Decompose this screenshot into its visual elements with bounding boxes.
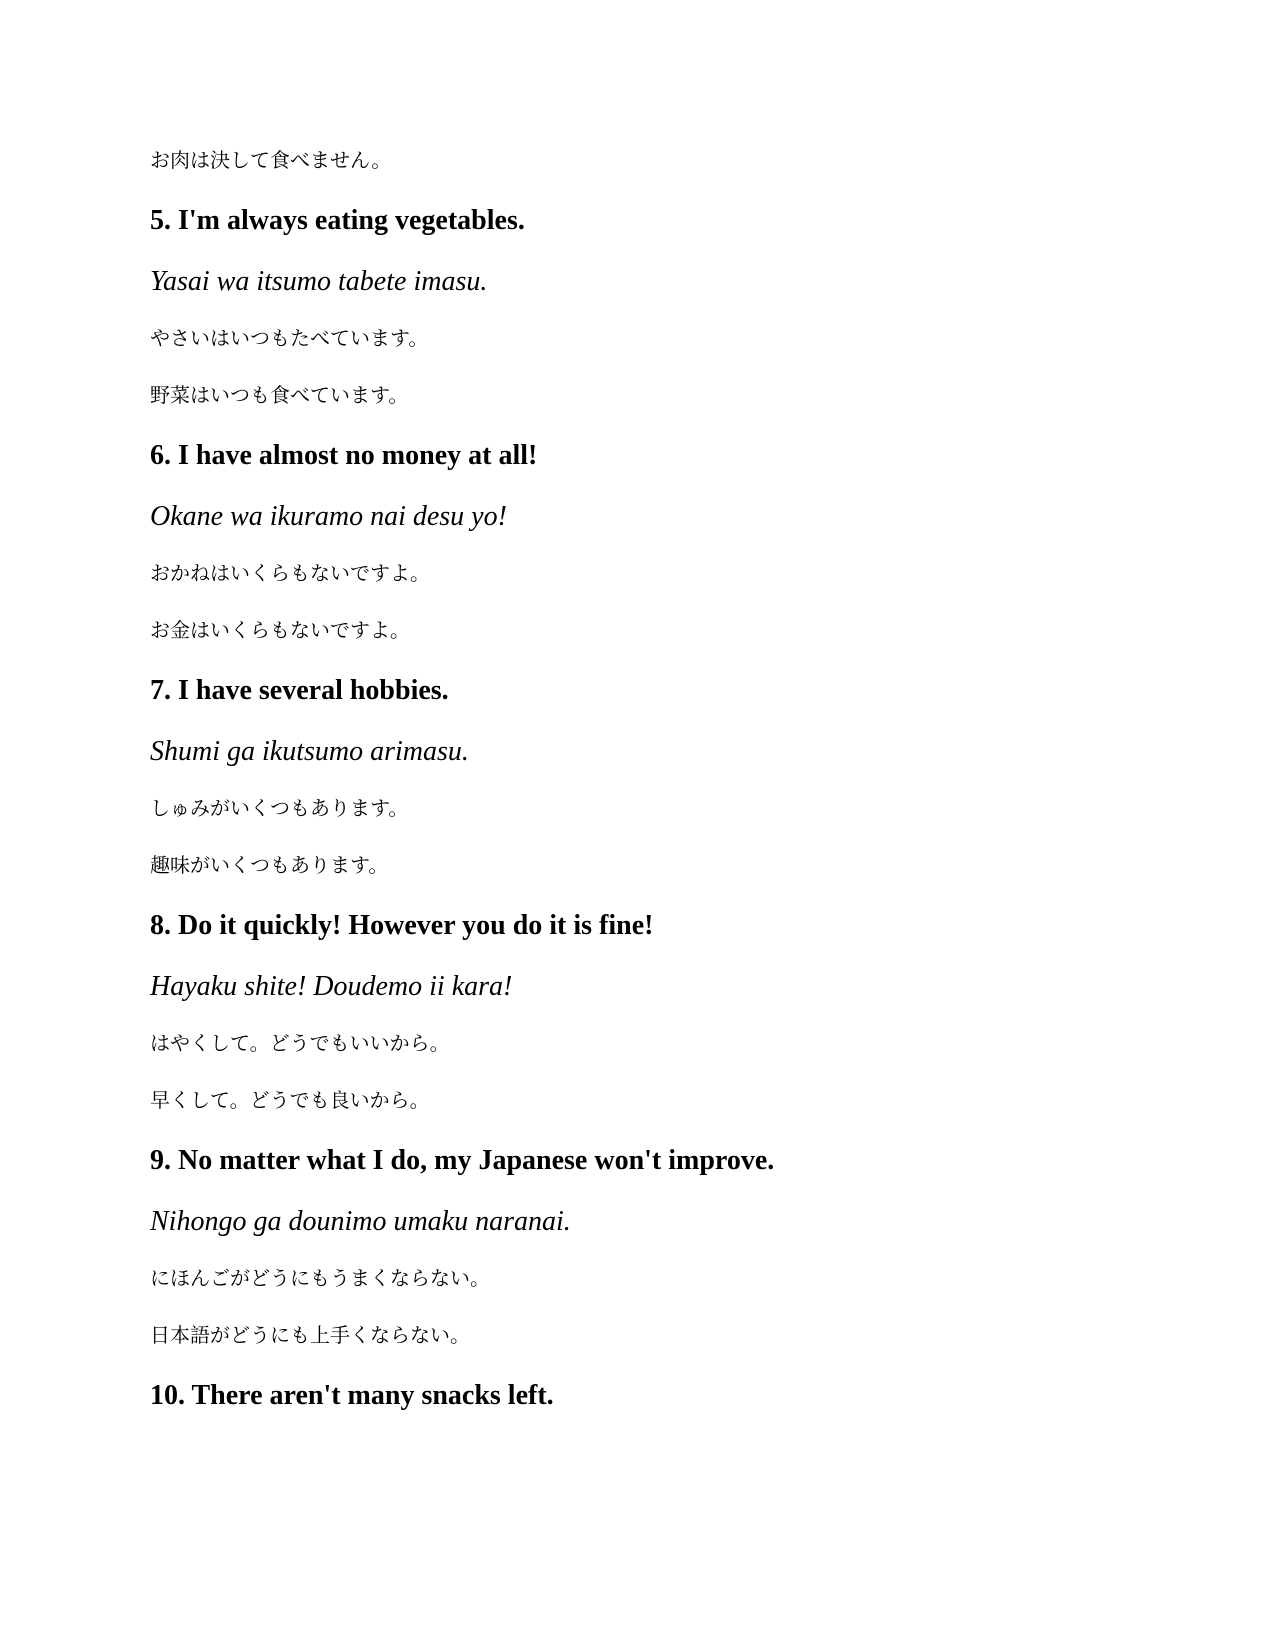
item-6: [150, 440, 1150, 642]
item-8: [150, 910, 1150, 1112]
item-5: [150, 205, 1150, 407]
item-heading: 8. Do it quickly! However you do it is fine!: [150, 910, 654, 941]
item-9: [150, 1145, 1150, 1347]
item-kanji: 野菜はいつも食べています。: [150, 383, 409, 407]
item-heading: 5. I'm always eating vegetables.: [150, 205, 525, 236]
item-heading: 7. I have several hobbies.: [150, 675, 449, 706]
item-kana: しゅみがいくつもあります。: [150, 796, 409, 820]
item-10: [150, 1380, 1150, 1412]
item-kanji: 趣味がいくつもあります。: [150, 853, 389, 877]
document-body: [150, 148, 1150, 1441]
item-heading: 10. There aren't many snacks left.: [150, 1380, 554, 1411]
item-heading: 9. No matter what I do, my Japanese won't improve.: [150, 1145, 775, 1176]
intro-kanji-line: お肉は決して食べません。: [150, 148, 392, 172]
item-kanji: 日本語がどうにも上手くならない。: [150, 1323, 470, 1347]
item-kana: にほんごがどうにもうまくならない。: [150, 1266, 490, 1290]
item-romaji: Hayaku shite! Doudemo ii kara!: [150, 971, 513, 1002]
item-romaji: Shumi ga ikutsumo arimasu.: [150, 736, 469, 767]
item-romaji: Okane wa ikuramo nai desu yo!: [150, 501, 507, 532]
item-romaji: Nihongo ga dounimo umaku naranai.: [150, 1206, 571, 1237]
item-kana: はやくして。どうでもいいから。: [150, 1031, 450, 1055]
item-heading: 6. I have almost no money at all!: [150, 440, 538, 471]
item-kana: やさいはいつもたべています。: [150, 326, 429, 350]
item-romaji: Yasai wa itsumo tabete imasu.: [150, 266, 488, 297]
item-kana: おかねはいくらもないですよ。: [150, 561, 430, 585]
item-kanji: 早くして。どうでも良いから。: [150, 1088, 430, 1112]
item-7: [150, 675, 1150, 877]
item-kanji: お金はいくらもないですよ。: [150, 618, 410, 642]
